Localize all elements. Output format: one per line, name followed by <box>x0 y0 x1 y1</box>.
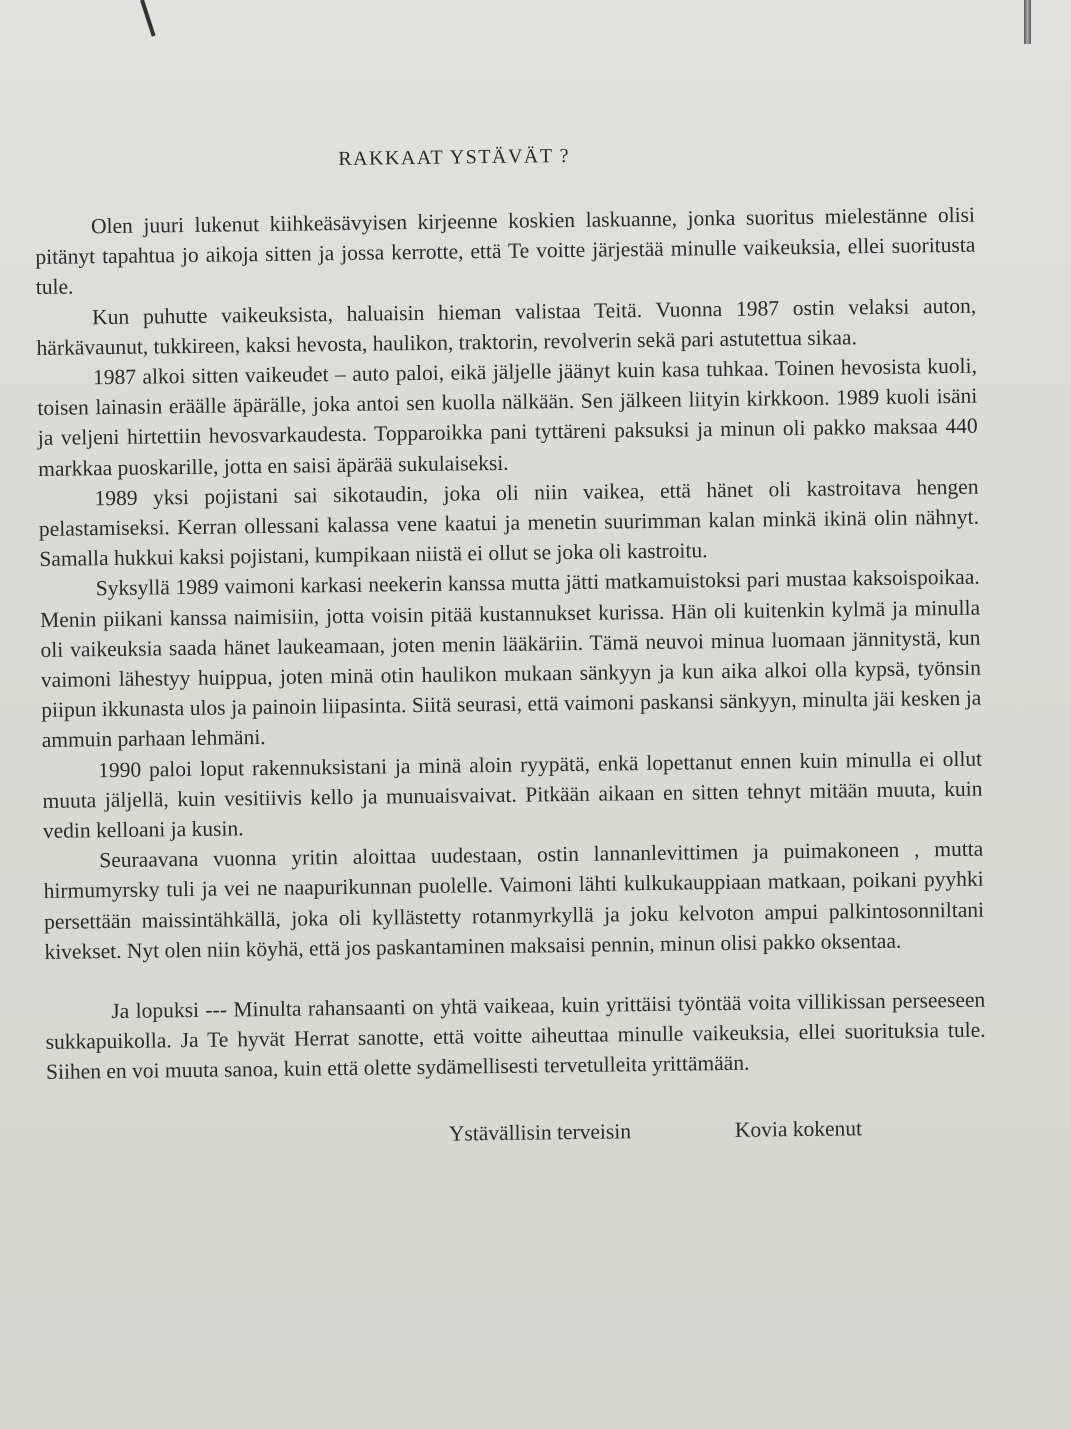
paragraph-6: 1990 paloi loput rakennuksistani ja minä aloin ryypätä, enkä lopettanut ennen kuin minulla ei ollut muuta jäljellä, kuin vesitiivis kello ja munuaisvaivat. Pitkään aikaan en sitten tehnyt mitään muuta, kuin vedin kelloani ja kusin. <box>42 746 983 844</box>
paragraph-2: Kun puhutte vaikeuksista, haluaisin hieman valistaa Teitä. Vuonna 1987 ostin velaksi auton, härkävaunut, tukkireen, kaksi hevosta, haulikon, traktorin, revolverin sekä pari astutettua sikaa. <box>36 293 977 360</box>
letter-title: RAKKAAT YSTÄVÄT ? <box>338 144 571 171</box>
binder-clip-edge <box>1024 0 1031 44</box>
signoff-text: Ystävällisin terveisin <box>448 1118 632 1146</box>
paragraph-4: 1989 yksi pojistani sai sikotaudin, joka oli niin vaikea, että hänet oli kastroitava hengen pelastamiseksi. Kerran ollessani kalassa vene kaatui ja menetin suurimman kalan minkä ikinä olin nähnyt. Samalla hukkui kaksi pojistani, kumpikaan niistä ei ollut se joka oli kastroitu. <box>38 474 980 572</box>
paragraph-3: 1987 alkoi sitten vaikeudet – auto paloi, eikä jäljelle jäänyt kuin kasa tuhkaa. Toinen hevosista kuoli, toisen lainasin eräälle äpärälle, joka antoi sen kuolla nälkään. Sen jälkeen liityin kirkkoon. 1989 kuoli isäni ja veljeni hirtettiin hevosvarkaudesta. Topparoikka pani tyttäreni paksuksi ja minun oli pakko maksaa 440 markkaa puoskarille, jotta en saisi äpärää sukulaiseksi. <box>37 353 978 481</box>
signature-block <box>47 1111 987 1157</box>
paragraph-1: Olen juuri lukenut kiihkeäsävyisen kirjeenne koskien laskuanne, jonka suoritus mielestänne olisi pitänyt tapahtua jo aikoja sitten ja jossa kerrotte, että Te voitte järjestää minulle vaikeuksia, ellei suoritusta tule. <box>35 202 976 300</box>
letter-body <box>34 138 987 1158</box>
paragraph-7: Seuraavana vuonna yritin aloittaa uudestaan, ostin lannanlevittimen ja puimakoneen , mutta hirmumyrsky tuli ja vei ne naapurikunnan puolelle. Vaimoni lähti kulkukauppiaan matkaan, poikani pyyhki persettään maissintähkällä, joka oli kyllästetty rotanmyrkyllä ja joku kelvoton ampui palkintosonniltani kivekset. Nyt olen niin köyhä, että jos paskantaminen maksaisi pennin, minun olisi pakko oksentaa. <box>43 836 985 964</box>
signature-name: Kovia kokenut <box>734 1115 863 1142</box>
paragraph-5: Syksyllä 1989 vaimoni karkasi neekerin kanssa mutta jätti matkamuistoksi pari mustaa kaksoispoikaa. Menin piikani kanssa naimisiin, jotta voisin pitää kustannukset kurissa. Hän oli kuitenkin kylmä ja minulla oli vaikeuksia saada hänet laukeamaan, joten menin lääkäriin. Tämä neuvoi minua luomaan jännitystä, kun vaimoni lähestyy huippua, joten minä otin haulikon mukaan sänkyyn ja kun aika alkoi olla kypsä, työnsin piipun ikkunasta ulos ja painoin liipasinta. Siitä seurasi, että vaimoni paskansi sänkyyn, minulta jäi kesken ja ammuin parhaan lehmäni. <box>39 565 982 753</box>
closing-paragraph: Ja lopuksi --- Minulta rahansaanti on yhtä vaikeaa, kuin yrittäisi työntää voita villikissan perseeseen sukkapuikolla. Ja Te hyvät Herrat sanotte, että voitte aiheuttaa minulle vaikeuksia, ellei suorituksia tule. Siihen en voi muuta sanoa, kuin että olette sydämellisesti tervetulleita yrittämään. <box>45 987 986 1085</box>
ink-mark <box>140 0 156 37</box>
